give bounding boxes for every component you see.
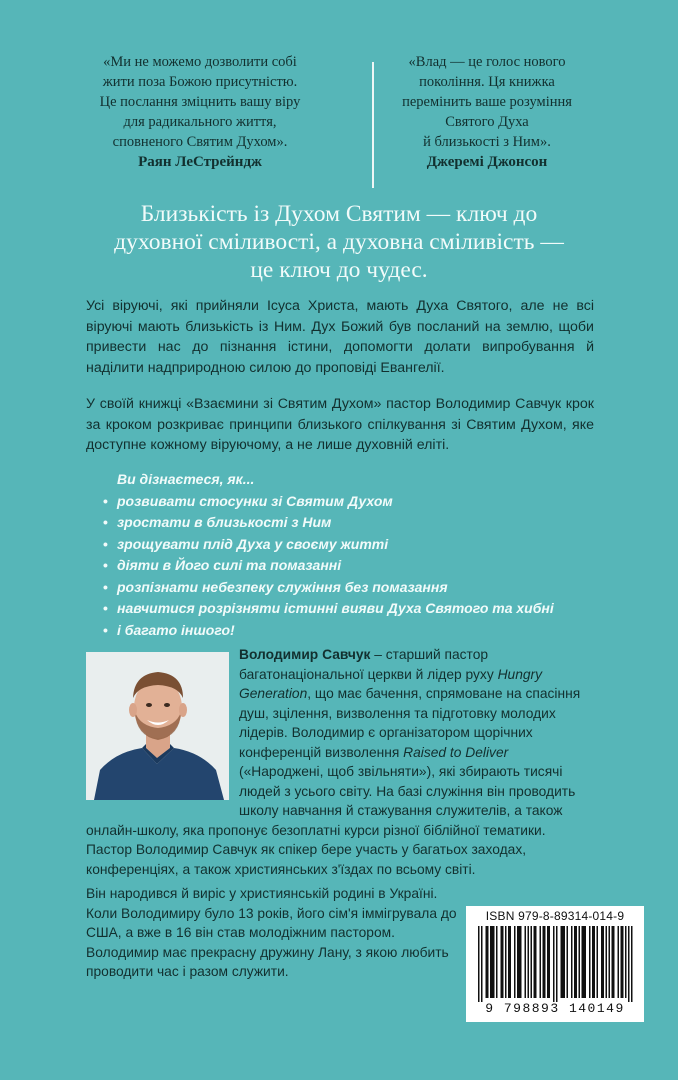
barcode-bar <box>597 926 599 998</box>
bullet-icon: • <box>103 535 108 552</box>
author-name: Володимир Савчук <box>239 647 371 662</box>
barcode-bar <box>519 926 521 998</box>
bullet-icon: • <box>103 621 108 638</box>
description-paragraph-1: Усі віруючі, які прийняли Ісуса Христа, мають Духа Святого, але не всі віруючі мають близькість із Ним. Дух Божий був посланий на землю, щоби привести нас до пізнання істини, допомогти долати випробування й наділити надприродною силою до проповіді Евангелії. <box>86 298 594 376</box>
barcode-bar <box>508 926 510 998</box>
bullet-icon: • <box>103 557 108 573</box>
barcode-bar <box>609 926 611 998</box>
barcode-bar <box>618 926 620 998</box>
list-item: • зрощувати плід Духа у своєму житті <box>117 534 587 556</box>
tagline: Близькість із Духом Святим — ключ до духовної сміливості, а духовна сміливість — це ключ до чудес. <box>114 201 564 283</box>
barcode-bar <box>478 926 480 1002</box>
barcode-bar <box>487 926 489 998</box>
bullet-icon: • <box>103 492 108 509</box>
author-bio <box>86 645 594 879</box>
list-item: • розпізнати небезпеку служіння без помазання <box>117 577 587 599</box>
movement-name: Hungry Generation <box>239 666 543 701</box>
barcode-bar <box>510 926 512 998</box>
barcode-bar <box>583 926 585 998</box>
bullet-icon: • <box>103 514 108 530</box>
bio-text: , що має бачення, спрямоване на спасіння душ, зцілення, визволення та підготовку молодих лідерів. Володимир є організатором щорічних конференцій визволення <box>239 686 581 760</box>
barcode <box>466 906 644 1022</box>
bio-text: («Народжені, щоб звільняти»), які збирають тисячі людей з усього світу. На базі служіння він проводить школу навчання й стажування служителів, а також онлайн-школу, яка пропонує безоплатні курси різної біблійної тематики. Пастор Володимир Савчук як спікер бере участь у багатьох заходах, конференціях, а також християнських з'їздах по всьому світі. <box>86 764 576 877</box>
barcode-digits: 9 798893 140149 <box>485 1001 625 1016</box>
barcode-bar <box>625 926 627 998</box>
barcode-bar <box>594 926 596 998</box>
list-item: • навчитися розрізняти істинні вияви Духа Святого та хибні <box>117 598 587 620</box>
learn-list <box>103 491 587 642</box>
barcode-bar <box>556 926 558 1002</box>
isbn-label: ISBN 979-8-89314-014-9 <box>485 909 625 923</box>
barcode-bar <box>486 926 488 998</box>
barcode-bar <box>544 926 546 998</box>
barcode-bar <box>628 926 630 1002</box>
barcode-bar <box>540 926 542 998</box>
quote-text: «Ми не можемо дозволити собі жити поза Божою присутністю. Це послання зміцнить вашу віру для радикального життя, сповненого Святим Духом». <box>99 54 301 150</box>
learn-section <box>103 469 587 641</box>
barcode-bar <box>490 926 492 998</box>
barcode-bar <box>535 926 537 998</box>
barcode-bar <box>561 926 563 998</box>
barcode-bar <box>534 926 536 998</box>
barcode-bar <box>492 926 494 998</box>
barcode-bar <box>571 926 573 998</box>
barcode-bar <box>576 926 578 998</box>
quote-author: Раян ЛеСтрейндж <box>138 154 262 170</box>
barcode-bar <box>543 926 545 998</box>
list-item: • діяти в Його силі та помазанні <box>117 555 587 577</box>
barcode-bar <box>553 926 555 1002</box>
barcode-bar <box>505 926 507 998</box>
endorsement-quote-right <box>337 52 637 172</box>
barcode-bar <box>517 926 519 998</box>
author-bio-continued: Він народився й виріс у християнській родині в Україні. Коли Володимиру було 13 років, його сім'я іммігрувала до США, а вже в 16 він став молодіжним пастором. Володимир має прекрасну дружину Лану, з якою любить проводити час і разом служити. <box>86 886 457 979</box>
conference-name: Raised to Deliver <box>403 744 509 760</box>
list-item: • і багато іншого! <box>117 620 587 642</box>
barcode-bar <box>501 926 503 998</box>
barcode-bar <box>622 926 624 998</box>
endorsement-quote-left <box>50 52 350 172</box>
bullet-icon: • <box>103 578 108 595</box>
barcode-bar <box>631 926 633 1002</box>
bio-text: – старший пастор багатонаціональної церкви й лідер руху <box>239 647 498 682</box>
barcode-bar <box>531 926 533 998</box>
barcode-bar <box>621 926 623 998</box>
barcode-bar <box>585 926 587 998</box>
list-item: • зростати в близькості з Ним <box>117 512 587 534</box>
barcode-bar <box>496 926 498 998</box>
barcode-bar <box>603 926 605 998</box>
barcode-bar <box>549 926 551 998</box>
barcode-bar <box>589 926 591 998</box>
quote-author: Джеремі Джонсон <box>426 154 548 170</box>
barcode-bar <box>528 926 530 998</box>
barcode-bar <box>567 926 569 998</box>
barcode-bar <box>579 926 581 998</box>
barcode-bar <box>493 926 495 998</box>
barcode-bar <box>606 926 608 998</box>
barcode-bar <box>574 926 576 998</box>
barcode-bar <box>564 926 566 998</box>
learn-heading: Ви дізнаєтеся, як... <box>117 471 255 487</box>
barcode-bar <box>514 926 516 998</box>
bullet-icon: • <box>103 600 108 616</box>
barcode-bar <box>520 926 522 998</box>
barcode-bar <box>601 926 603 998</box>
barcode-bar <box>547 926 549 998</box>
barcode-bar <box>481 926 483 1002</box>
list-item: • розвивати стосунки зі Святим Духом <box>117 491 587 513</box>
barcode-bar <box>562 926 564 998</box>
barcode-bar <box>613 926 615 998</box>
barcode-bar <box>525 926 527 998</box>
barcode-bar <box>502 926 504 998</box>
description-paragraph-2: У своїй книжці «Взаємини зі Святим Духом» пастор Володимир Савчук крок за кроком розкриває принципи близького спілкування зі Святим Духом, яке доступне кожному віруючому, а не лише духовній еліті. <box>86 396 594 453</box>
barcode-bar <box>612 926 614 998</box>
barcode-bar <box>582 926 584 998</box>
quote-text: «Влад — це голос нового покоління. Ця книжка перемінить ваше розуміння Святого Духа й близькості з Ним». <box>402 54 572 150</box>
barcode-bar <box>592 926 594 998</box>
